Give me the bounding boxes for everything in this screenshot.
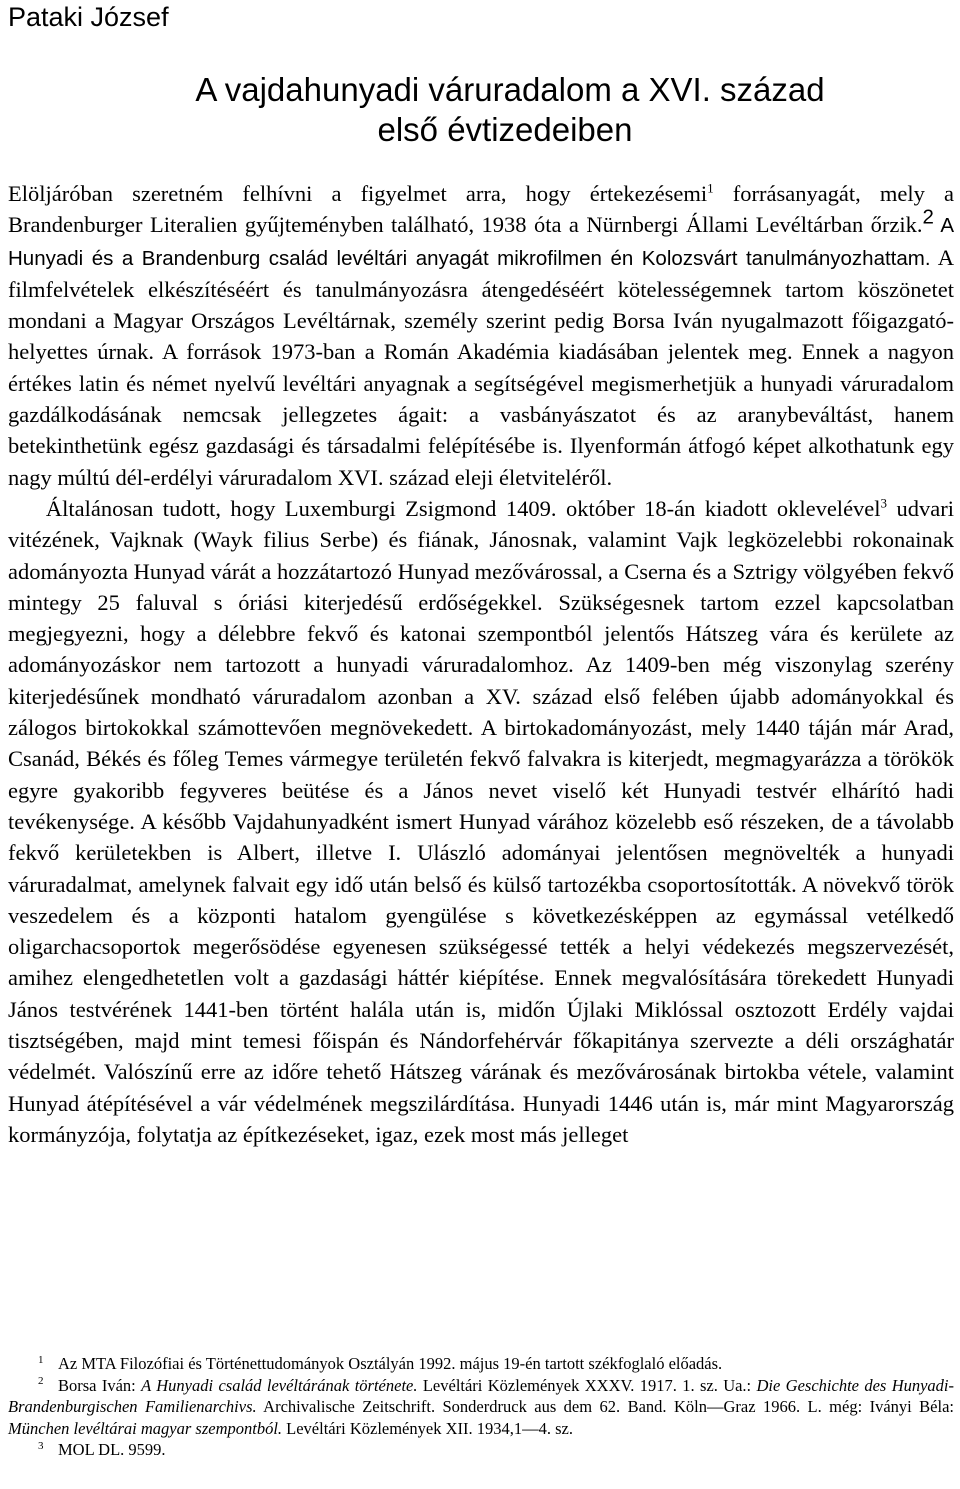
footnotes (8, 1353, 954, 1461)
footnote-2-text-c: Archivalische Zeitschrift. Sonderdruck aus dem 62. Band. Köln—Graz 1966. L. még: Iványi Béla: (256, 1397, 954, 1416)
p1-text-d: A filmfelvételek elkészítéséért és tanulmányozásra átengedéséért kötelességemnek tartom köszönetet mondani a Magyar Országos Levéltárnak, személy szerint pedig Borsa Iván nyugalmazott főigazgató-helyettes úrnak. A források 1973-ban a Román Akadémia kiadásában jelentek meg. (8, 244, 954, 365)
footnote-2-text-b: Levéltári Közlemények XXXV. 1917. 1. sz. Ua.: (417, 1375, 757, 1395)
p2-text-a: Általánosan tudott, hogy Luxemburgi Zsigmond 1409. október 18-án kiadott oklevelével (45, 495, 881, 521)
footnote-2-title-2: Die Geschichte des Hunyadi-Brandenburgischen Familienarchivs. (8, 1375, 955, 1416)
footnote-3-text: MOL DL. 9599. (58, 1440, 166, 1459)
footnote-2-text-a: Borsa Iván: (58, 1375, 142, 1395)
p2-text-b: udvari vitézének, Vajknak (Wayk filius Serbe) és fiának, Jánosnak, valamint Vajk legközelebbi rokonainak adományozta Hunyad várát a hozzátartozó Hunyad mezővárossal, a Cserna és a Sztrigy völgyében fekvő mintegy 25 faluval s óriási kiterjedésű erdőségekkel. Szükségesnek tartom ezzel kapcsolatban megjegyezni, hogy a délebbre fekvő és katonai szempontból jelentős Hátszeg vára és kerülete az adományozáskor nem tartozott a hunyadi váruradalomhoz. Az 1409-ben még viszonylag szerény kiterjedésűnek mondható váruradalom azonban a XV. század első felében újabb adományokkal és zálogos birtokokkal számottevően megnövekedett. A birtokadományozást, mely 1440 táján már Arad, Csanád, Békés és főleg Temes vármegye területén fekvő falvakra is kiterjedt, megmagyarázza a törökök egyre gyakoribb fegyveres beütése és a János nevet viselő két Hunyadi testvér elhárító hadi tevékenysége. A később Vajdahunyadként ismert Hunyad várához közelebb eső részeken, de a távolabb fekvő kerületekben is Albert, illetve I. Ulászló adományai jelentősen megnövelték a hunyadi váruradalmat, amelynek falvait egy idő után belső és külső tartozékba csoportosították. A növekvő török veszedelem és a központi hatalom gyengülése s következésképpen az egymással vetélkedő oligarchacsoportok megerősödése egyenesen szükségessé tették a helyi védekezés megszervezését, amihez elengedhetetlen volt a gazdasági háttér kiépítése. Ennek megvalósítására törekedett Hunyadi János testvérének 1441-ben történt halála után is, midőn Újlaki Miklóssal osztozott Erdély vajdai tisztségében, majd mint temesi főispán és Nándorfehérvár főkapitánya szervezte a déli országhatár védelmét. Valószínű erre az időre tehető Hátszeg várának és mezővárosának birtokba vétele, valamint Hunyad átépítésével a vár védelmének megszilárdítása. Hunyadi 1446 után is, már mint Magyarország kormányzója, folytatja az építkezéseket, igaz, ezek most más jelleget (8, 495, 954, 1147)
footnote-2-text-d: Levéltári Közlemények XII. 1934,1—4. sz. (282, 1418, 573, 1438)
p1-text-c: A Hunyadi és a Brandenburg család levéltári anyagát mikrofilmen én Kolozsvárt tanulmányozhattam. (8, 214, 954, 270)
main-text (8, 178, 954, 1150)
footnote-1: 1 Az MTA Filozófiai és Történettudományok Osztályán 1992. május 19-én tartott székfoglaló előadás. (38, 1353, 723, 1373)
footnote-2-title-1: A Hunyadi család levéltárának története. (141, 1375, 418, 1395)
paragraph-1 (8, 178, 954, 493)
p1-text-b: forrásanyagát, mely a Brandenburger Literalien gyűjteményben található, 1938 óta a Nürnbergi Állami Levéltárban őrzik. (8, 181, 954, 238)
footnote-2-title-3: München levéltárai magyar szempontból. (8, 1418, 283, 1438)
p1-text-e: Ennek a nagyon értékes latin és német nyelvű levéltári anyagnak a segítségével megismerhetjük a hunyadi váruradalom gazdálkodásának nemcsak jellegzetes ágait: a vasbányászatot és az aranybeváltást, hanem betekinthetünk egész gazdasági és társadalmi felépítésébe is. Ilyenformán átfogó képet alkothatunk egy nagy múltú dél-erdélyi váruradalom XVI. század eleji életviteléről. (8, 339, 954, 490)
footnote-1-text: Az MTA Filozófiai és Történettudományok Osztályán 1992. május 19-én tartott székfoglaló előadás. (58, 1354, 723, 1373)
title-line-2: első évtizedeiben (377, 111, 633, 148)
p1-text-a: Elöljáróban szeretném felhívni a figyelmet arra, hogy értekezésemi (8, 181, 708, 206)
footnote-ref-2[interactable]: 2 (922, 205, 934, 229)
title-line-1: A vajdahunyadi váruradalom a XVI. század (195, 71, 825, 108)
footnote-2: 2 Borsa Iván: A Hunyadi család levéltárának története. Levéltári Közlemények XXXV. 1917. 1. sz. Ua.: Die Geschichte des Hunyadi-Brandenburgischen Familienarchivs. Archivalische Zeitschrift. Sonderdruck aus dem 62. Band. Köln—Graz 1966. L. még: Iványi Béla: München levéltárai magyar szempontból. Levéltári Közlemények XII. 1934,1—4. sz. (8, 1375, 955, 1438)
paragraph-2 (8, 493, 954, 1150)
page-title (0, 70, 960, 150)
footnote-ref-1[interactable]: 1 (707, 180, 714, 196)
footnote-3: 3 MOL DL. 9599. (38, 1439, 166, 1459)
author-name: Pataki József (8, 2, 169, 32)
footnote-ref-3[interactable]: 3 (880, 495, 888, 511)
